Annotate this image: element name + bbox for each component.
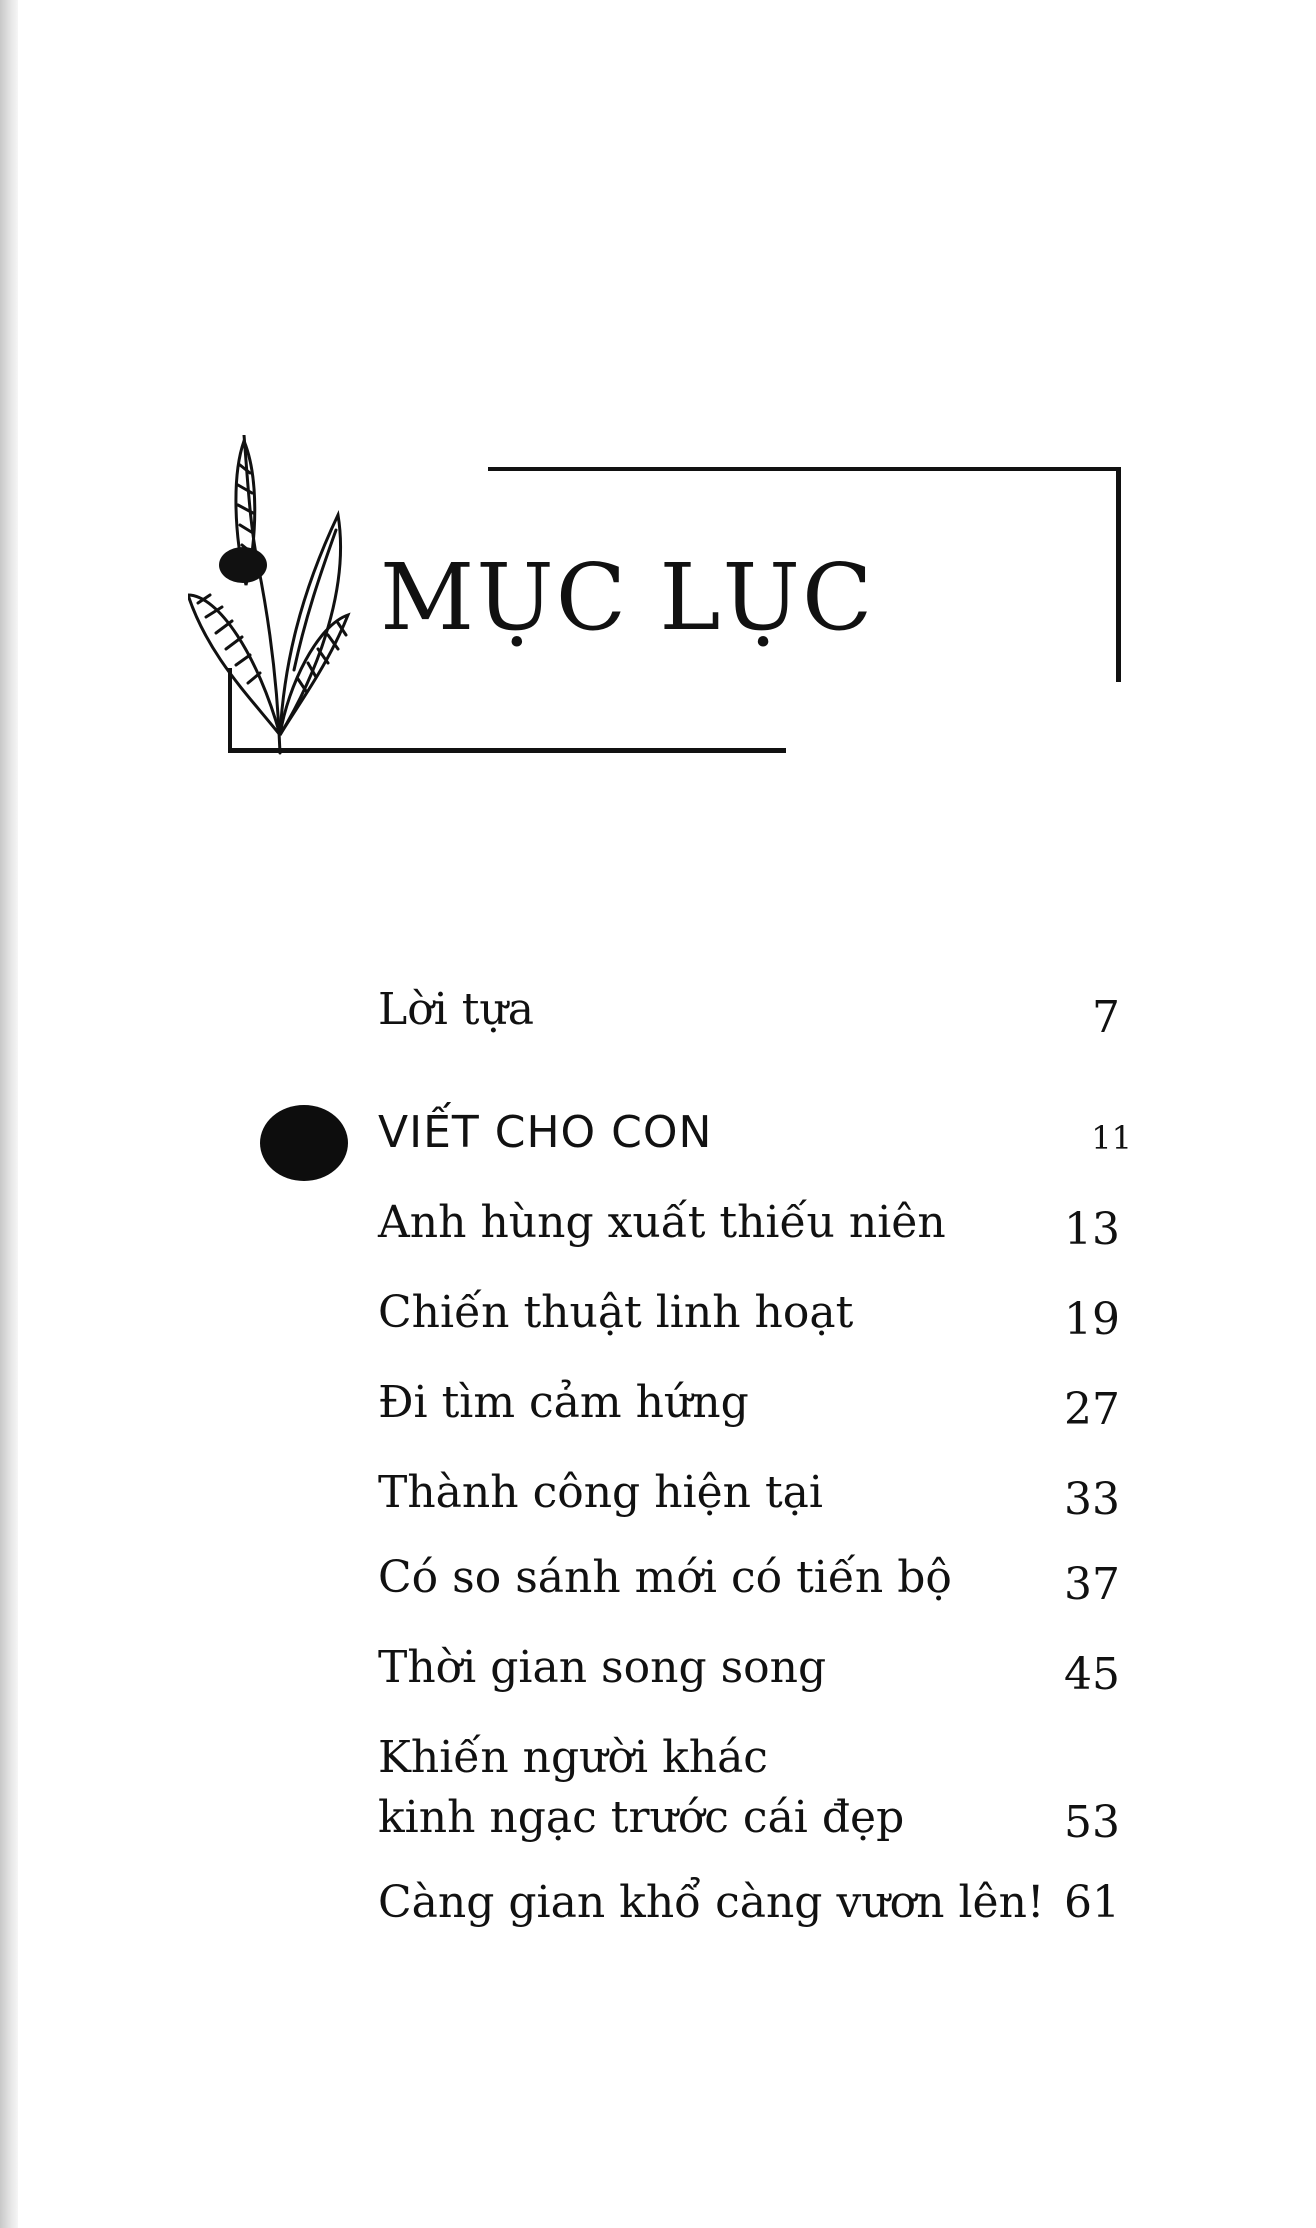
section-page-number: 11 xyxy=(1091,1119,1132,1157)
page-spine-shadow xyxy=(0,0,18,2228)
frame-right-line xyxy=(1116,467,1121,682)
leaf-illustration xyxy=(188,435,358,755)
frame-top-line xyxy=(488,467,1120,471)
toc-entry[interactable]: Chiến thuật linh hoạt xyxy=(378,1287,854,1338)
toc-page-preface: 7 xyxy=(1092,992,1120,1043)
page-title: MỤC LỤC xyxy=(380,544,875,651)
toc-page-number: 37 xyxy=(1064,1559,1120,1610)
section-bullet xyxy=(260,1105,348,1181)
toc-page-number: 27 xyxy=(1064,1384,1120,1435)
toc-page-number: 33 xyxy=(1064,1474,1120,1525)
toc-entry[interactable]: Thành công hiện tại xyxy=(378,1467,823,1518)
toc-entry[interactable]: Thời gian song song xyxy=(378,1642,827,1693)
toc-page-number: 45 xyxy=(1064,1649,1120,1700)
toc-page-number: 61 xyxy=(1064,1877,1120,1928)
toc-entry[interactable]: Anh hùng xuất thiếu niên xyxy=(378,1197,946,1248)
section-heading[interactable]: VIẾT CHO CON xyxy=(378,1107,713,1158)
toc-page-number: 13 xyxy=(1064,1204,1120,1255)
toc-entry-line2[interactable]: kinh ngạc trước cái đẹp xyxy=(378,1792,905,1843)
toc-entry[interactable]: Có so sánh mới có tiến bộ xyxy=(378,1552,952,1603)
toc-page-number: 19 xyxy=(1064,1294,1120,1345)
toc-entry[interactable]: Đi tìm cảm hứng xyxy=(378,1377,749,1428)
toc-entry[interactable]: Càng gian khổ càng vươn lên! xyxy=(378,1877,1045,1928)
toc-entry-preface[interactable]: Lời tựa xyxy=(378,984,535,1035)
toc-entry-line1[interactable]: Khiến người khác xyxy=(378,1732,768,1783)
toc-page-number: 53 xyxy=(1064,1797,1120,1848)
